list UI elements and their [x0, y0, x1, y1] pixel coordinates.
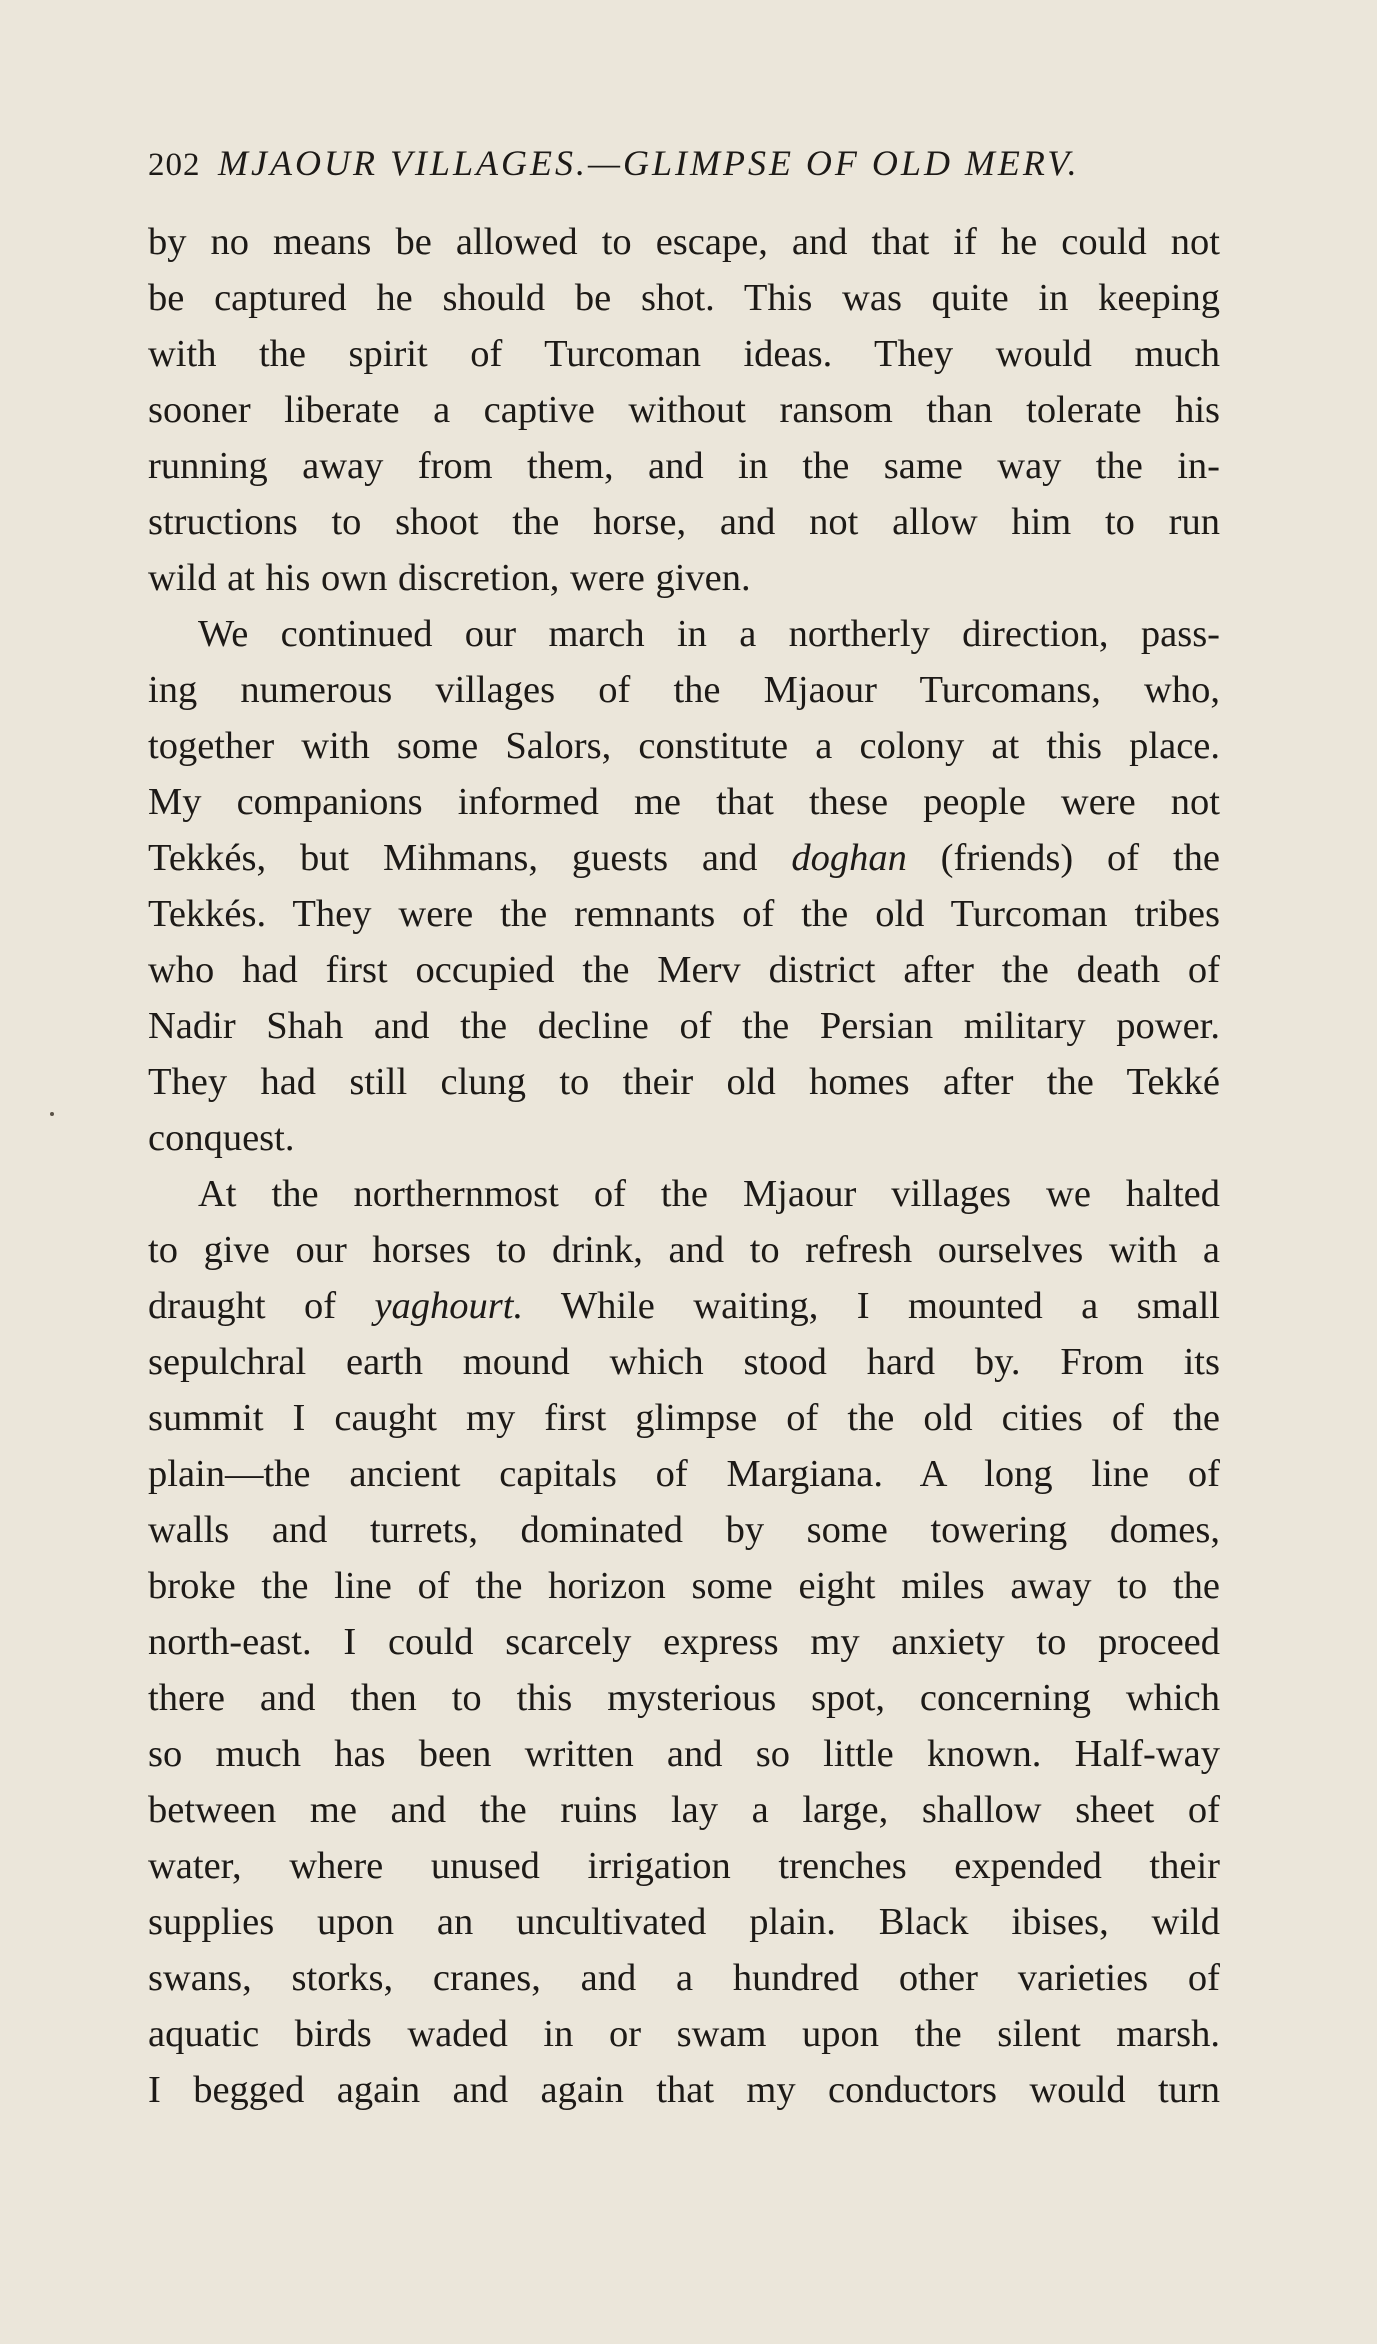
text-line: to give our horses to drink, and to refresh ourselves with a	[148, 1229, 1220, 1271]
text-line: Tekkés. They were the remnants of the old Turcoman tribes	[148, 893, 1220, 935]
text-span: Tekkés, but Mihmans, guests and	[148, 837, 792, 879]
text-line: who had first occupied the Merv district after the death of	[148, 949, 1220, 991]
chapter-running-title: MJAOUR VILLAGES.—GLIMPSE OF OLD MERV.	[218, 143, 1080, 183]
text-line: water, where unused irrigation trenches expended their	[148, 1845, 1220, 1887]
text-line: running away from them, and in the same way the in-	[148, 445, 1220, 487]
running-head	[148, 138, 1220, 188]
text-line: together with some Salors, constitute a colony at this place.	[148, 725, 1220, 767]
text-line: summit I caught my first glimpse of the old cities of the	[148, 1397, 1220, 1439]
text-line: aquatic birds waded in or swam upon the silent marsh.	[148, 2013, 1220, 2055]
text-line	[148, 1278, 1220, 1334]
text-line: wild at his own discretion, were given.	[148, 557, 751, 599]
text-span: While waiting, I mounted a small	[523, 1285, 1220, 1327]
text-line: there and then to this mysterious spot, concerning which	[148, 1677, 1220, 1719]
text-line: so much has been written and so little known. Half-way	[148, 1733, 1220, 1775]
text-line: be captured he should be shot. This was quite in keeping	[148, 277, 1220, 319]
italic-word-doghan: doghan	[791, 837, 907, 879]
text-line: structions to shoot the horse, and not allow him to run	[148, 501, 1220, 543]
text-line: north-east. I could scarcely express my anxiety to proceed	[148, 1621, 1220, 1663]
text-line: swans, storks, cranes, and a hundred other varieties of	[148, 1957, 1220, 1999]
page-number: 202	[148, 147, 201, 183]
text-line: ing numerous villages of the Mjaour Turcomans, who,	[148, 669, 1220, 711]
text-line: They had still clung to their old homes after the Tekké	[148, 1061, 1220, 1103]
text-line: with the spirit of Turcoman ideas. They would much	[148, 333, 1220, 375]
text-line	[148, 830, 1220, 886]
paper-speck	[50, 1112, 54, 1116]
text-line: sooner liberate a captive without ransom than tolerate his	[148, 389, 1220, 431]
text-line: by no means be allowed to escape, and that if he could not	[148, 221, 1220, 263]
text-line: My companions informed me that these people were not	[148, 781, 1220, 823]
text-line: I begged again and again that my conductors would turn	[148, 2069, 1220, 2111]
text-span: draught of	[148, 1285, 375, 1327]
text-line: broke the line of the horizon some eight miles away to the	[148, 1565, 1220, 1607]
text-line: Nadir Shah and the decline of the Persian military power.	[148, 1005, 1220, 1047]
text-span: (friends) of the	[906, 837, 1220, 879]
text-line: conquest.	[148, 1117, 295, 1159]
text-line: sepulchral earth mound which stood hard by. From its	[148, 1341, 1220, 1383]
text-line: between me and the ruins lay a large, shallow sheet of	[148, 1789, 1220, 1831]
text-line: supplies upon an uncultivated plain. Black ibises, wild	[148, 1901, 1220, 1943]
text-line: At the northernmost of the Mjaour villages we halted	[198, 1173, 1220, 1215]
text-line: plain—the ancient capitals of Margiana. A long line of	[148, 1453, 1220, 1495]
text-line: walls and turrets, dominated by some towering domes,	[148, 1509, 1220, 1551]
text-line: We continued our march in a northerly direction, pass-	[198, 613, 1220, 655]
italic-word-yaghourt: yaghourt.	[374, 1285, 524, 1327]
